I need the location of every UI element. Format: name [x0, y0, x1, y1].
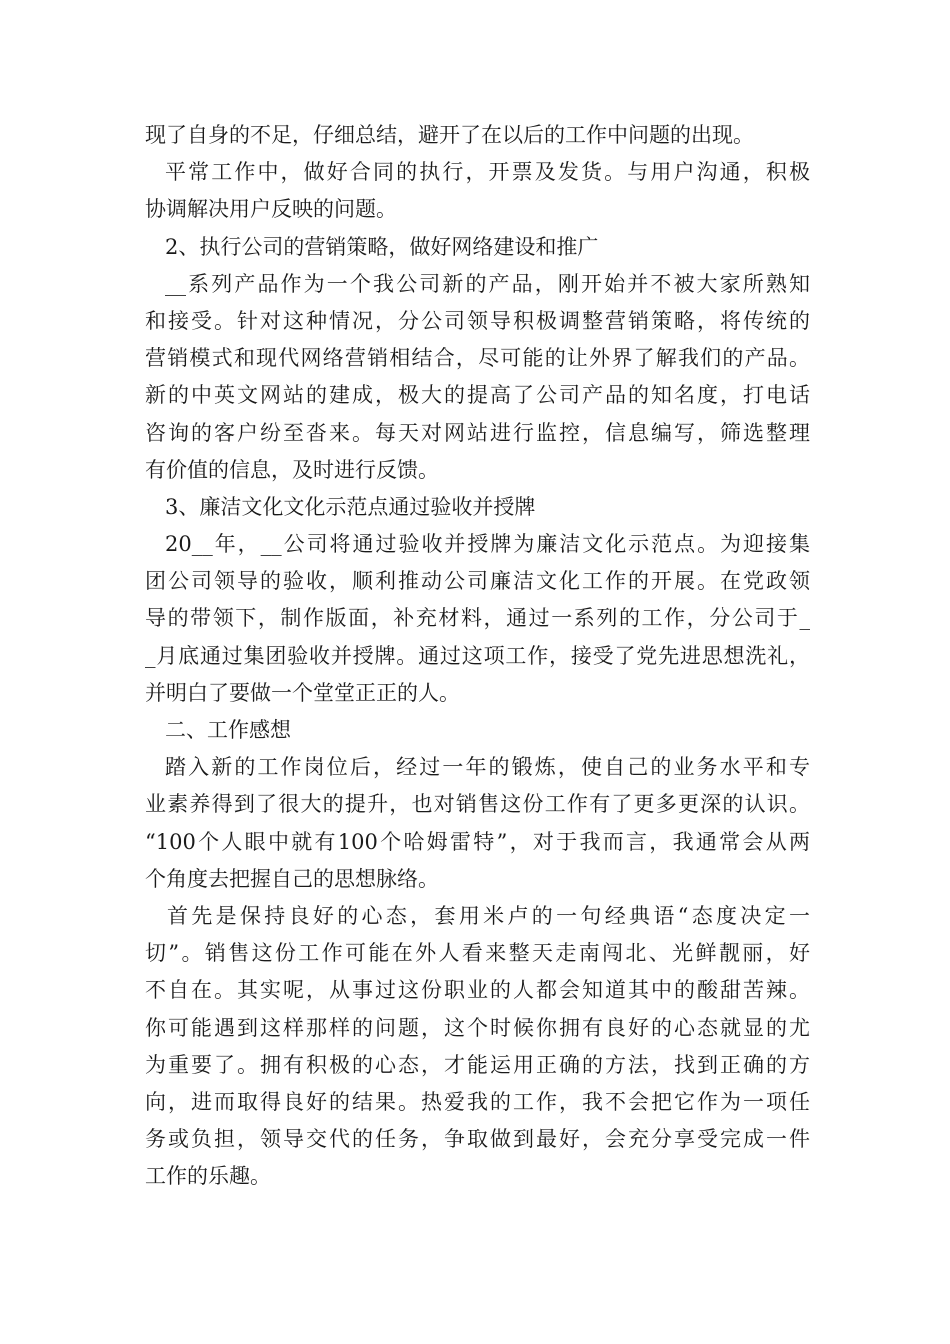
text-line: 咨询的客户纷至沓来。每天对网站进行监控，信息编写，筛选整理 [145, 420, 810, 445]
paragraph-first-line: __系列产品作为一个我公司新的产品，刚开始并不被大家所熟知 [165, 271, 810, 296]
text-line: 向，进而取得良好的结果。热爱我的工作，我不会把它作为一项任 [145, 1089, 810, 1114]
section-heading: 二、工作感想 [165, 718, 291, 742]
text-line: 个角度去把握自己的思想脉络。 [145, 866, 439, 891]
text-line: 协调解决用户反映的问题。 [145, 197, 397, 222]
text-line: 新的中英文网站的建成，极大的提高了公司产品的知名度，打电话 [145, 383, 810, 408]
paragraph-first-line: 20__年，__公司将通过验收并授牌为廉洁文化示范点。为迎接集 [165, 532, 810, 557]
text-line: 并明白了要做一个堂堂正正的人。 [145, 680, 460, 705]
text-line: 和接受。针对这种情况，分公司领导积极调整营销策略，将传统的 [145, 308, 810, 333]
text-line: 有价值的信息，及时进行反馈。 [145, 457, 439, 482]
text-line: 营销模式和现代网络营销相结合，尽可能的让外界了解我们的产品。 [145, 346, 810, 371]
document-body [145, 117, 810, 1195]
paragraph-first-line: 平常工作中，做好合同的执行，开票及发货。与用户沟通，积极 [165, 160, 810, 185]
text-line: 你可能遇到这样那样的问题，这个时候你拥有良好的心态就显的尤 [145, 1015, 810, 1040]
text-line: 现了自身的不足，仔细总结，避开了在以后的工作中问题的出现。 [145, 123, 754, 147]
text-line: 导的带领下，制作版面，补充材料，通过一系列的工作，分公司于_ [145, 606, 810, 631]
text-line: 切”。销售这份工作可能在外人看来整天走南闯北、光鲜靓丽，好 [145, 941, 810, 966]
paragraph-first-line: 踏入新的工作岗位后，经过一年的锻炼，使自己的业务水平和专 [165, 755, 810, 780]
text-line: 不自在。其实呢，从事过这份职业的人都会知道其中的酸甜苦辣。 [145, 978, 810, 1003]
section-heading: 3、廉洁文化文化示范点通过验收并授牌 [165, 494, 536, 519]
text-line: 业素养得到了很大的提升，也对销售这份工作有了更多更深的认识。 [145, 792, 810, 817]
section-heading: 2、执行公司的营销策略，做好网络建设和推广 [165, 234, 599, 259]
text-line: 为重要了。拥有积极的心态，才能运用正确的方法，找到正确的方 [145, 1052, 810, 1077]
text-line: 务或负担，领导交代的任务，争取做到最好，会充分享受完成一件 [145, 1127, 810, 1152]
text-line: “100个人眼中就有100个哈姆雷特”，对于我而言，我通常会从两 [145, 829, 810, 854]
paragraph-first-line: 首先是保持良好的心态，套用米卢的一句经典语“态度决定一 [167, 903, 810, 928]
text-line: 工作的乐趣。 [145, 1164, 271, 1189]
text-line: _月底通过集团验收并授牌。通过这项工作，接受了党先进思想洗礼， [145, 643, 810, 668]
text-line: 团公司领导的验收，顺利推动公司廉洁文化工作的开展。在党政领 [145, 569, 810, 594]
